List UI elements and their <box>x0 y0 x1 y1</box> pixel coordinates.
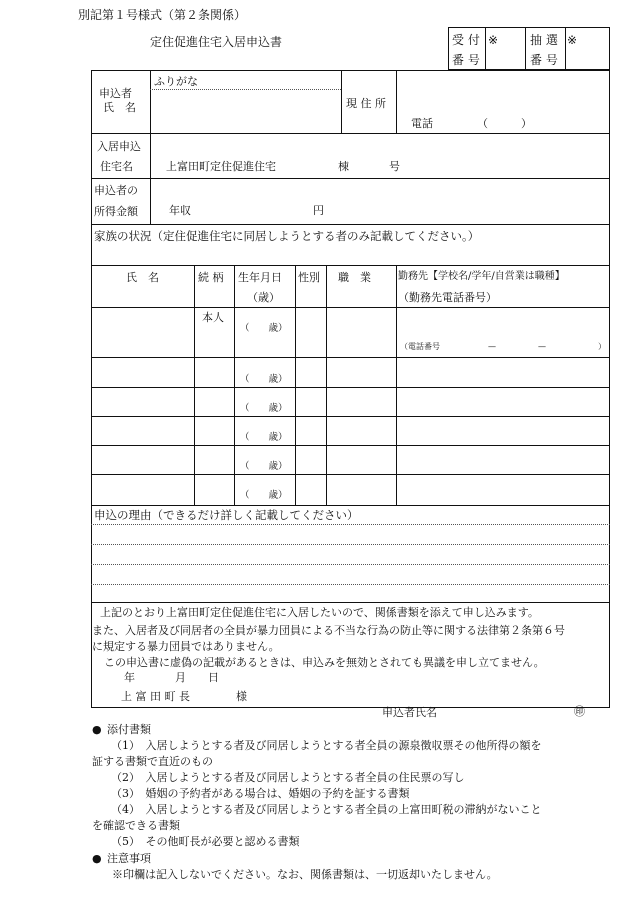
income-amount-label: 所得金額 <box>94 205 138 218</box>
housing-name: 上富田町定住促進住宅 <box>166 160 276 173</box>
reason-field[interactable] <box>93 526 608 600</box>
family-age-1: （ 歳） <box>240 323 288 334</box>
attachment-item-1-cont: 証する書類で直近のもの <box>92 755 213 768</box>
applicant-signature-label: 申込者氏名 <box>382 706 437 719</box>
family-col-name: 氏 名 <box>126 271 159 284</box>
page-title: 定住促進住宅入居申込書 <box>150 35 283 49</box>
attachment-item-5: （5） その他町長が必要と認める書類 <box>111 835 300 848</box>
phone-close: ） <box>598 342 606 351</box>
applicant-label: 申込者 <box>99 87 132 100</box>
attachments-bullet: ● <box>92 723 102 736</box>
room-number-label: 号 <box>389 160 400 173</box>
annual-income-field[interactable] <box>195 200 310 218</box>
family-col-gender: 性別 <box>298 271 320 284</box>
notes-heading: 注意事項 <box>107 852 151 865</box>
declaration-line-3: に規定する暴力団員ではありません。 <box>92 640 280 653</box>
attachment-item-1: （1） 入居しようとする者及び同居しようとする者全員の源泉徴収票その他所得の額を <box>111 739 542 752</box>
form-number: 別記第１号様式（第２条関係） <box>78 8 247 22</box>
date-year-label: 年 <box>124 671 135 684</box>
reception-label-2: 番 号 <box>452 53 480 67</box>
reception-mark: ※ <box>488 33 499 47</box>
family-col-age: （歳） <box>247 291 280 304</box>
phone-dash-1: — <box>488 342 496 351</box>
family-age-3: （ 歳） <box>240 403 288 414</box>
date-day-label: 日 <box>208 671 219 684</box>
income-label: 申込者の <box>94 184 138 197</box>
family-section-title: 家族の状況（定住促進住宅に同居しようとする者のみ記載してください。） <box>94 229 480 243</box>
self-relation: 本人 <box>202 311 224 324</box>
lottery-mark: ※ <box>567 33 578 47</box>
declaration-line-4: この申込書に虚偽の記載があるときは、申込みを無効とされても異議を申し立てません。 <box>104 656 545 669</box>
date-month-label: 月 <box>175 671 186 684</box>
yen-label: 円 <box>313 204 324 217</box>
family-age-4: （ 歳） <box>240 432 288 443</box>
family-col-workplace-phone: （勤務先電話番号） <box>398 291 497 304</box>
residence-housing-label: 住宅名 <box>100 160 133 173</box>
family-age-5: （ 歳） <box>240 461 288 472</box>
notes-bullet: ● <box>92 852 102 865</box>
declaration-line-2: また、入居者及び同居者の全員が暴力団員による不当な行為の防止等に関する法律第２条第６号 <box>92 624 565 637</box>
attachment-item-4-cont: を確認できる書類 <box>92 819 180 832</box>
family-col-birthdate: 生年月日 <box>238 271 282 284</box>
declaration-line-1: 上記のとおり上富田町定住促進住宅に入居したいので、関係書類を添えて申し込みます。 <box>100 606 539 619</box>
applicant-name-label: 氏 名 <box>103 101 136 114</box>
attachment-item-4: （4） 入居しようとする者及び同居しようとする者全員の上富田町税の滞納がないこと <box>111 803 542 816</box>
residence-label: 入居申込 <box>97 140 141 153</box>
family-col-relation: 続 柄 <box>198 271 224 284</box>
addressee: 上 富 田 町 長 <box>121 690 190 703</box>
notes-text: ※印欄は記入しないでください。なお、関係書類は、一切返却いたしません。 <box>112 868 498 881</box>
family-age-6: （ 歳） <box>240 490 288 501</box>
annual-income-label: 年収 <box>169 204 191 217</box>
family-age-2: （ 歳） <box>240 374 288 385</box>
furigana-label: ふりがな <box>154 75 198 88</box>
attachments-heading: 添付書類 <box>107 723 151 736</box>
building-label: 棟 <box>338 160 349 173</box>
address-label: 現 住 所 <box>346 97 386 110</box>
phone-dash-2: — <box>538 342 546 351</box>
family-col-occupation: 職 業 <box>338 271 371 284</box>
lottery-label: 抽 選 <box>530 33 558 47</box>
lottery-label-2: 番 号 <box>530 53 558 67</box>
phone-label: 電話 <box>411 117 433 130</box>
phone-field[interactable]: （ ） <box>477 117 532 130</box>
applicant-signature-field[interactable] <box>450 702 560 720</box>
addressee-honorific: 様 <box>236 690 247 703</box>
attachment-item-2: （2） 入居しようとする者及び同居しようとする者全員の住民票の写し <box>111 771 465 784</box>
reason-title: 申込の理由（できるだけ詳しく記載してください） <box>94 508 359 522</box>
address-field[interactable] <box>398 72 608 112</box>
applicant-name-field[interactable] <box>152 91 338 131</box>
family-col-workplace: 勤務先【学校名/学年/自営業は職種】 <box>398 271 565 282</box>
reception-label: 受 付 <box>452 33 480 47</box>
workplace-phone-label: （電話番号 <box>400 342 440 351</box>
attachment-item-3: （3） 婚姻の予約者がある場合は、婚姻の予約を証する書類 <box>111 787 410 800</box>
seal-mark: ㊞ <box>574 705 585 718</box>
